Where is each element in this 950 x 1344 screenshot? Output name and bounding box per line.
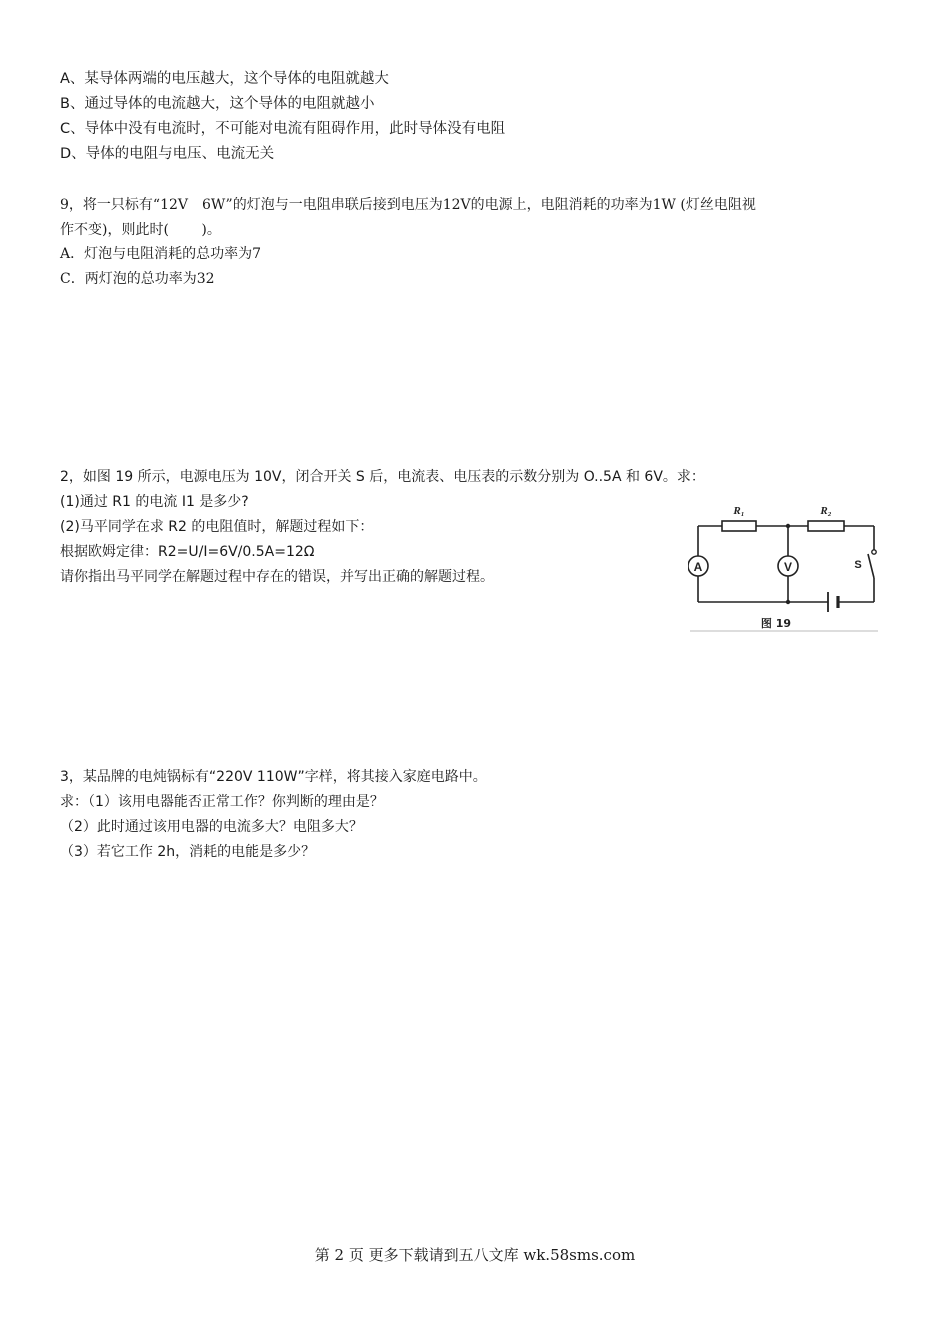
q8-option-b: B、通过导体的电流越大，这个导体的电阻就越小 <box>60 96 375 112</box>
p2-text-line3: (2)马平同学在求 R2 的电阻值时，解题过程如下： <box>60 519 374 535</box>
q9-option-a: A．灯泡与电阻消耗的总功率为7 <box>60 246 262 262</box>
ammeter-label: A <box>693 560 703 574</box>
p3-text-line4: （3）若它工作 2h，消耗的电能是多少？ <box>60 844 316 860</box>
r1-label: R₁ <box>733 505 745 517</box>
p3-text-line1: 3，某品牌的电炖锅标有“220V 110W”字样，将其接入家庭电路中。 <box>60 769 487 785</box>
page-footer: 第 2 页 更多下载请到五八文库 wk.58sms.com <box>314 1246 636 1264</box>
p2-text-line4: 根据欧姆定律：R2=U/I=6V/0.5A=12Ω <box>60 544 315 560</box>
circuit-figure-19 <box>688 496 880 634</box>
voltmeter-label: V <box>783 560 793 574</box>
q8-option-a: A、某导体两端的电压越大，这个导体的电阻就越大 <box>60 71 389 87</box>
q9-option-c: C．两灯泡的总功率为32 <box>60 271 215 287</box>
q8-option-c: C、导体中没有电流时，不可能对电流有阻碍作用，此时导体没有电阻 <box>60 121 506 137</box>
resistor-r1 <box>722 521 756 531</box>
p2-text-line2: (1)通过 R1 的电流 I1 是多少? <box>60 494 249 510</box>
q9-text-line2: 作不变)，则此时( )。 <box>60 222 221 238</box>
figure-caption: 图 19 <box>760 617 792 630</box>
p3-text-line3: （2）此时通过该用电器的电流多大？电阻多大？ <box>60 819 363 835</box>
resistor-r2 <box>808 521 844 531</box>
r2-label: R₂ <box>820 505 832 517</box>
q8-option-d: D、导体的电阻与电压、电流无关 <box>60 146 275 162</box>
q9-text-line1: 9，将一只标有“12V 6W”的灯泡与一电阻串联后接到电压为12V的电源上，电阻消耗的功率为1W (灯丝电阻视 <box>60 197 756 213</box>
circuit-diagram <box>688 496 880 634</box>
switch-label: S <box>854 559 862 571</box>
p3-text-line2: 求：（1）该用电器能否正常工作？你判断的理由是？ <box>60 794 384 810</box>
p2-text-line5: 请你指出马平同学在解题过程中存在的错误，并写出正确的解题过程。 <box>60 569 494 585</box>
switch-icon <box>868 554 874 578</box>
p2-text-line1: 2，如图 19 所示，电源电压为 10V，闭合开关 S 后，电流表、电压表的示数分别为 O..5A 和 6V。求： <box>60 469 705 485</box>
